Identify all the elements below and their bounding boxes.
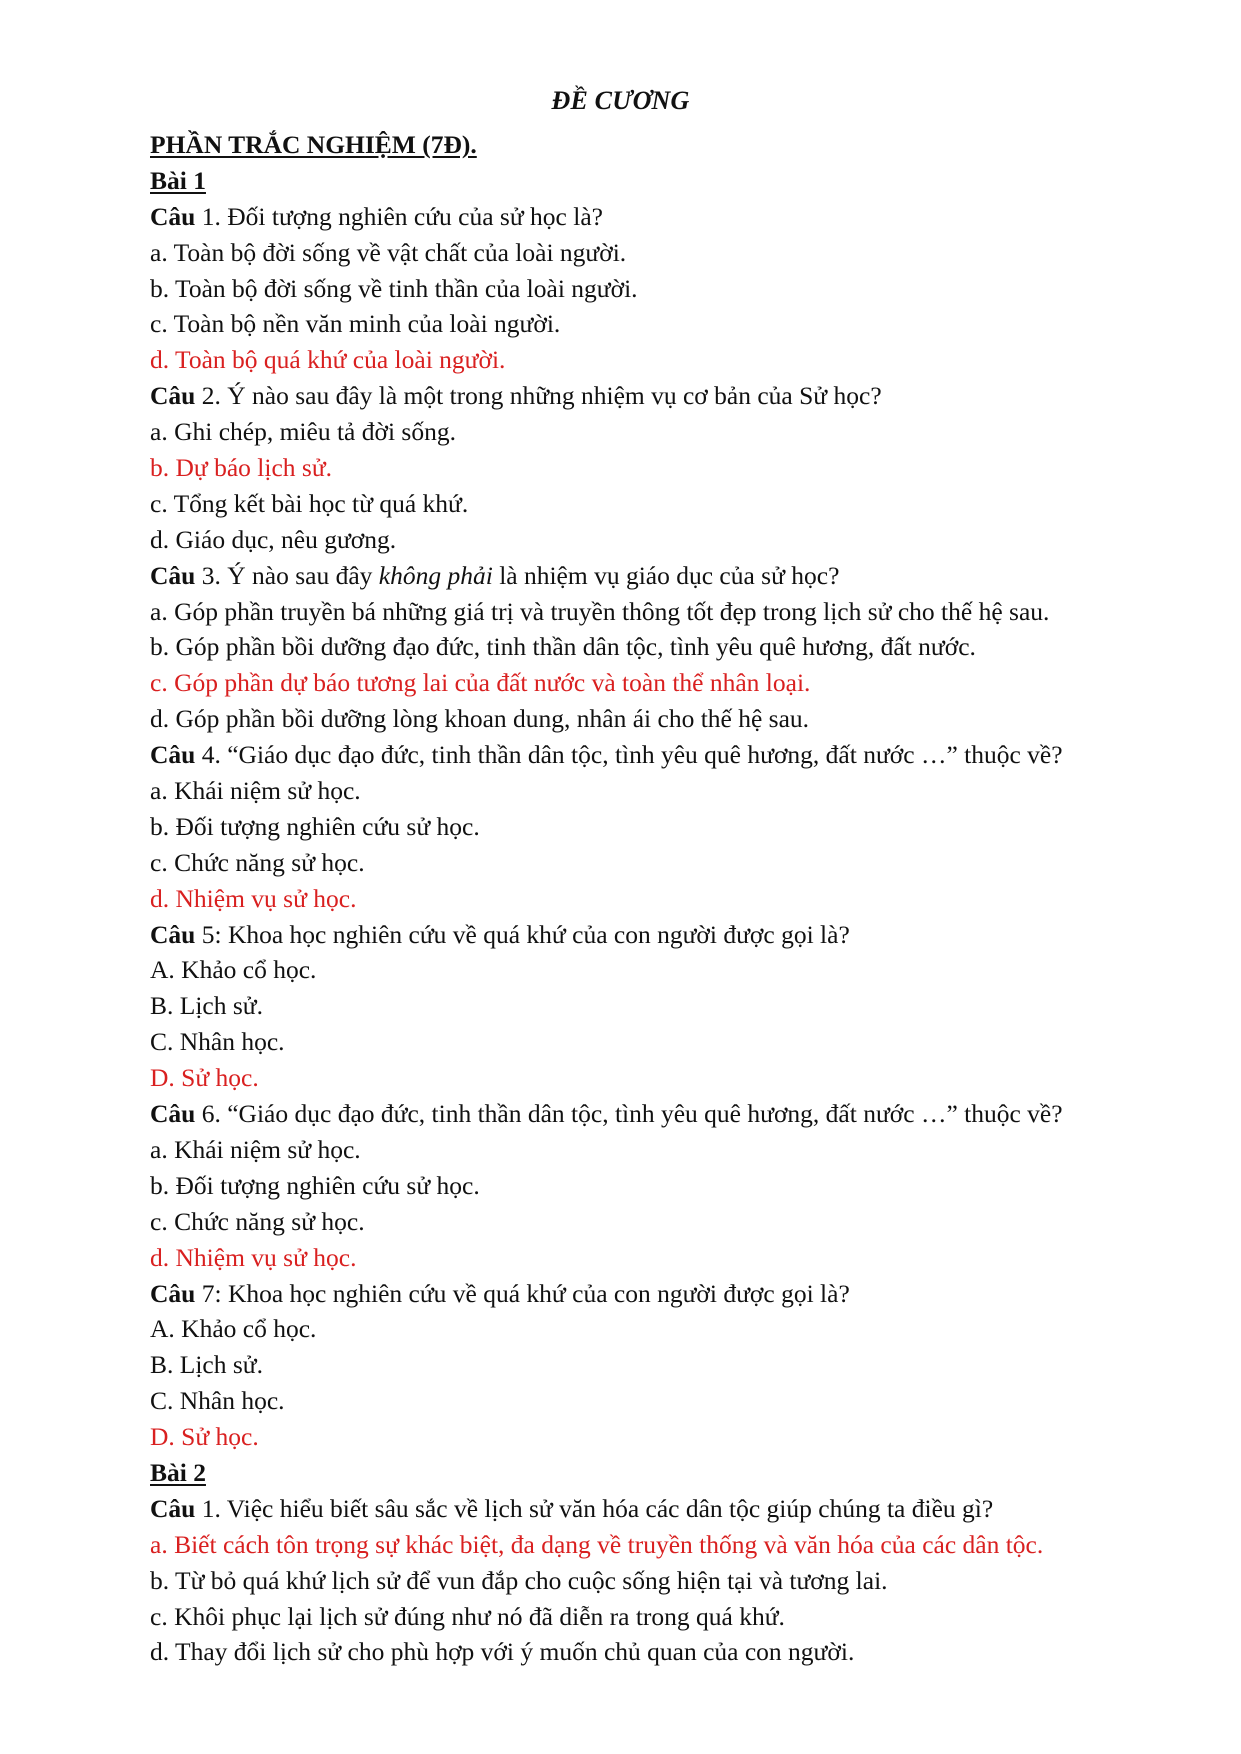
answer-2-1-c: c. Khôi phục lại lịch sử đúng như nó đã diễn ra trong quá khứ.: [150, 1601, 785, 1631]
answer-1-2-a: a. Ghi chép, miêu tả đời sống.: [150, 417, 456, 447]
question-label: Câu: [150, 201, 196, 231]
question-text: 1. Việc hiểu biết sâu sắc về lịch sử văn hóa các dân tộc giúp chúng ta điều gì?: [195, 1493, 994, 1523]
answer-1-1-b: b. Toàn bộ đời sống về tinh thần của loài người.: [150, 273, 638, 303]
correct-answer-1-2-b: b. Dự báo lịch sử.: [150, 453, 333, 483]
question-text: 3. Ý nào sau đây: [195, 560, 379, 590]
answer-1-1-c: c. Toàn bộ nền văn minh của loài người.: [150, 309, 561, 339]
correct-answer-1-3-c: c. Góp phần dự báo tương lai của đất nước và toàn thể nhân loại.: [150, 668, 811, 698]
correct-answer-1-6-d: d. Nhiệm vụ sử học.: [150, 1242, 357, 1272]
answer-1-4-a: a. Khái niệm sử học.: [150, 776, 361, 806]
answer-1-7-a: A. Khảo cổ học.: [150, 1314, 317, 1344]
question-2-1: [150, 1491, 1150, 1527]
answer-1-3-d: d. Góp phần bồi dưỡng lòng khoan dung, nhân ái cho thế hệ sau.: [150, 704, 810, 734]
correct-answer-1-1-d: d. Toàn bộ quá khứ của loài người.: [150, 345, 506, 375]
question-text: 5: Khoa học nghiên cứu về quá khứ của con người được gọi là?: [195, 919, 850, 949]
question-label: Câu: [150, 1493, 196, 1523]
answer-1-2-d: d. Giáo dục, nêu gương.: [150, 524, 397, 554]
answer-1-1-a: a. Toàn bộ đời sống về vật chất của loài người.: [150, 237, 627, 267]
answer-1-5-c: C. Nhân học.: [150, 1027, 285, 1057]
answer-1-3-b: b. Góp phần bồi dưỡng đạo đức, tinh thần dân tộc, tình yêu quê hương, đất nước.: [150, 632, 976, 662]
question-text: 1. Đối tượng nghiên cứu của sử học là?: [195, 201, 603, 231]
answer-2-1-b: b. Từ bỏ quá khứ lịch sử để vun đắp cho cuộc sống hiện tại và tương lai.: [150, 1565, 888, 1595]
question-label: Câu: [150, 740, 196, 770]
question-text-emphasis: không phải: [378, 560, 493, 590]
answer-1-7-b: B. Lịch sử.: [150, 1350, 263, 1380]
question-1-2: [150, 378, 1150, 414]
correct-answer-1-5-d: D. Sử học.: [150, 1063, 259, 1093]
document-title: ĐỀ CƯƠNG: [551, 86, 690, 115]
correct-answer-1-4-d: d. Nhiệm vụ sử học.: [150, 883, 357, 913]
answer-1-7-c: C. Nhân học.: [150, 1386, 285, 1416]
answer-1-5-b: B. Lịch sử.: [150, 991, 263, 1021]
question-text: 6. “Giáo dục đạo đức, tinh thần dân tộc, tình yêu quê hương, đất nước …” thuộc về?: [195, 1099, 1063, 1129]
question-label: Câu: [150, 919, 196, 949]
answer-1-2-c: c. Tổng kết bài học từ quá khứ.: [150, 488, 469, 518]
answer-2-1-d: d. Thay đổi lịch sử cho phù hợp với ý muốn chủ quan của con người.: [150, 1637, 855, 1667]
answer-1-4-c: c. Chức năng sử học.: [150, 847, 365, 877]
question-1-7: [150, 1276, 1150, 1312]
question-label: Câu: [150, 1099, 196, 1129]
answer-1-6-a: a. Khái niệm sử học.: [150, 1134, 361, 1164]
question-1-4: [150, 737, 1150, 773]
question-1-1: [150, 199, 1150, 235]
lesson-2-heading: Bài 2: [150, 1457, 206, 1487]
question-text: 2. Ý nào sau đây là một trong những nhiệm vụ cơ bản của Sử học?: [195, 381, 882, 411]
question-1-3: [150, 558, 1150, 594]
correct-answer-1-7-d: D. Sử học.: [150, 1422, 259, 1452]
lesson-1-heading: Bài 1: [150, 165, 206, 195]
answer-1-4-b: b. Đối tượng nghiên cứu sử học.: [150, 811, 480, 841]
answer-1-6-b: b. Đối tượng nghiên cứu sử học.: [150, 1170, 480, 1200]
question-label: Câu: [150, 1278, 196, 1308]
document-body: [150, 127, 1150, 1670]
question-text: 7: Khoa học nghiên cứu về quá khứ của con người được gọi là?: [195, 1278, 850, 1308]
question-text: là nhiệm vụ giáo dục của sử học?: [492, 560, 840, 590]
question-label: Câu: [150, 560, 196, 590]
question-1-6: [150, 1096, 1150, 1132]
answer-1-6-c: c. Chức năng sử học.: [150, 1206, 365, 1236]
answer-1-5-a: A. Khảo cổ học.: [150, 955, 317, 985]
correct-answer-2-1-a: a. Biết cách tôn trọng sự khác biệt, đa dạng về truyền thống và văn hóa của các dân tộc.: [150, 1529, 1044, 1559]
section-heading: PHẦN TRẮC NGHIỆM (7Đ).: [150, 130, 477, 159]
answer-1-3-a: a. Góp phần truyền bá những giá trị và truyền thông tốt đẹp trong lịch sử cho thế hệ sau.: [150, 596, 1050, 626]
question-label: Câu: [150, 381, 196, 411]
question-text: 4. “Giáo dục đạo đức, tinh thần dân tộc, tình yêu quê hương, đất nước …” thuộc về?: [195, 740, 1063, 770]
question-1-5: [150, 917, 1150, 953]
